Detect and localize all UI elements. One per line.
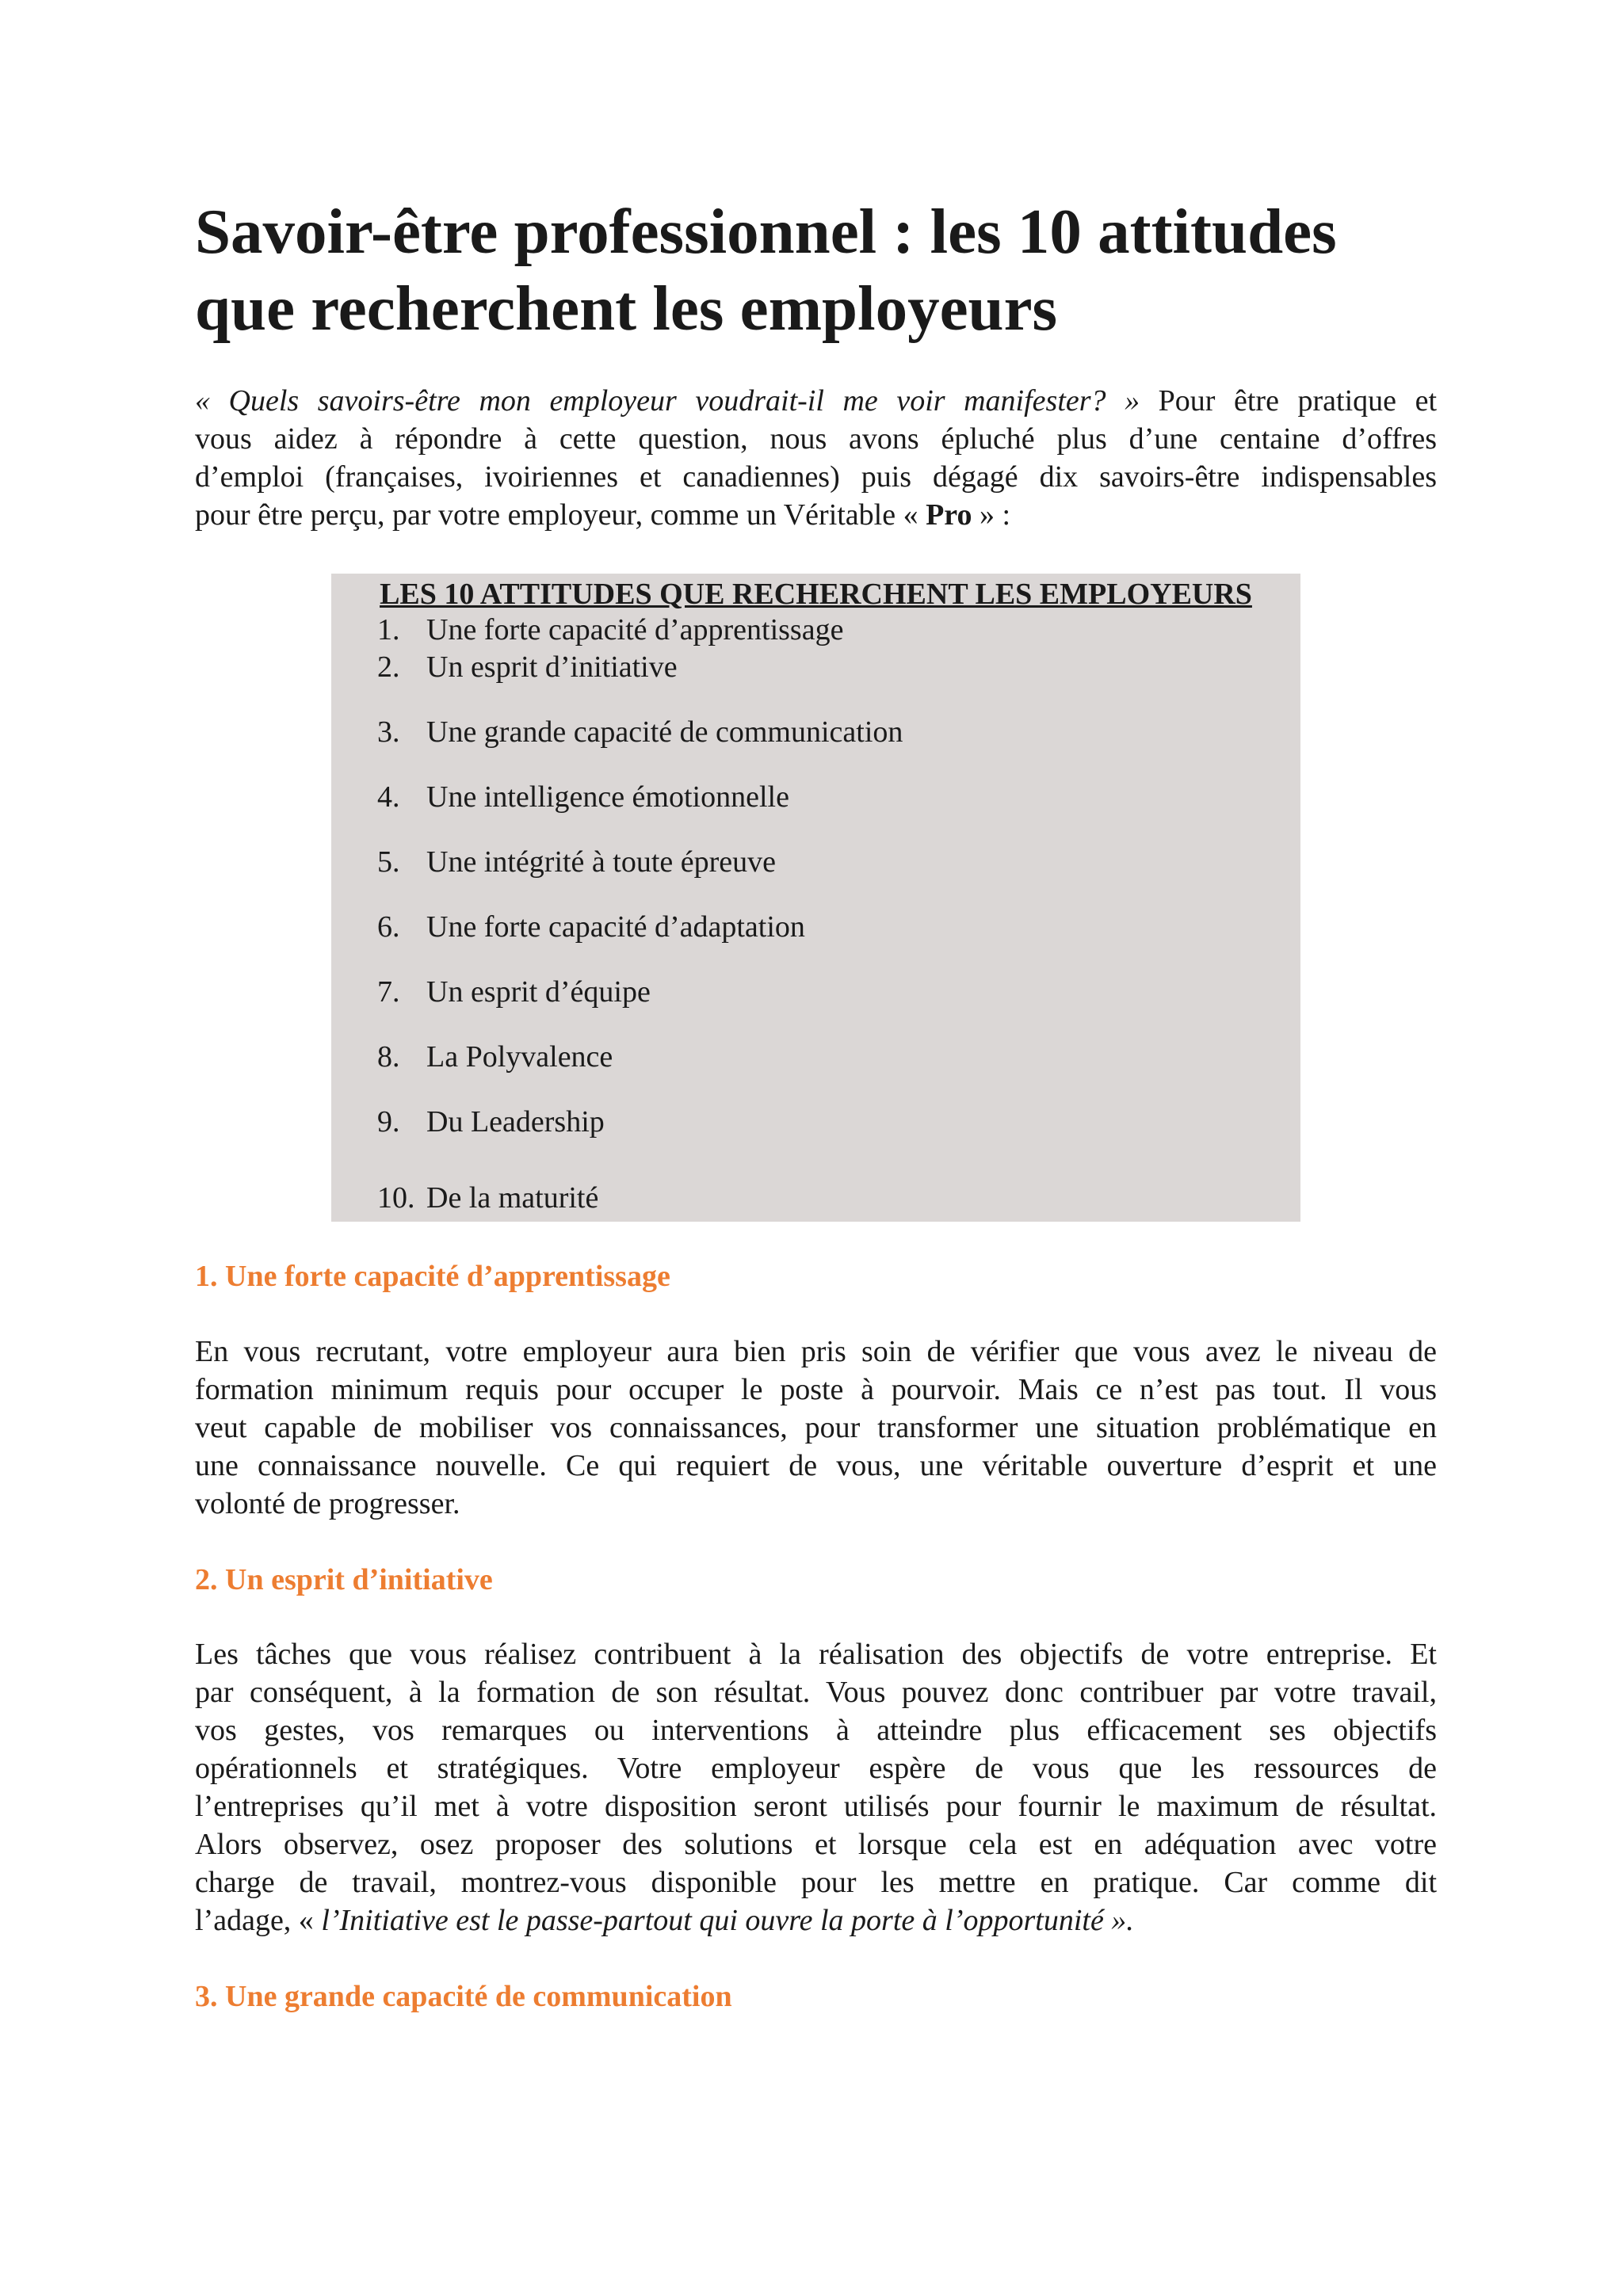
attitudes-summary-box bbox=[331, 574, 1300, 1222]
intro-line-4-pre: pour être perçu, par votre employeur, comme un Véritable « bbox=[195, 498, 926, 532]
list-item: 7. Un esprit d’équipe bbox=[377, 975, 651, 1009]
list-item: 1. Une forte capacité d’apprentissage bbox=[377, 613, 844, 646]
paragraph-line: volonté de progresser. bbox=[195, 1487, 460, 1520]
list-item: 4. Une intelligence émotionnelle bbox=[377, 780, 789, 814]
paragraph-line: une connaissance nouvelle. Ce qui requiert de vous, une véritable ouverture d’esprit et une bbox=[195, 1449, 1437, 1482]
title-line-2: que recherchent les employeurs bbox=[195, 273, 1058, 344]
paragraph-line: En vous recrutant, votre employeur aura bien pris soin de vérifier que vous avez le niveau de bbox=[195, 1335, 1437, 1368]
adage-quote: l’Initiative est le passe-partout qui ouvre la porte à l’opportunité ». bbox=[321, 1904, 1134, 1937]
intro-pro-bold: Pro bbox=[926, 498, 972, 532]
list-item: 6. Une forte capacité d’adaptation bbox=[377, 910, 805, 944]
intro-line-4-post: » : bbox=[972, 498, 1011, 532]
list-item: 2. Un esprit d’initiative bbox=[377, 650, 678, 684]
list-item: 8. La Polyvalence bbox=[377, 1040, 613, 1074]
paragraph-line: veut capable de mobiliser vos connaissances, pour transformer une situation problématique en bbox=[195, 1411, 1437, 1444]
intro-line-1-rest: Pour être pratique et bbox=[1140, 384, 1437, 418]
attitudes-box-title: LES 10 ATTITUDES QUE RECHERCHENT LES EMPLOYEURS bbox=[380, 578, 1252, 611]
section-2-heading: 2. Un esprit d’initiative bbox=[195, 1563, 493, 1596]
intro-line-3: d’emploi (françaises, ivoiriennes et canadiennes) puis dégagé dix savoirs-être indispensables bbox=[195, 460, 1437, 494]
section-1-paragraph bbox=[195, 1333, 1437, 1523]
paragraph-line: l’entreprises qu’il met à votre disposition seront utilisés pour fournir le maximum de résultat. bbox=[195, 1790, 1437, 1823]
list-item: 3. Une grande capacité de communication bbox=[377, 715, 903, 749]
paragraph-line: Alors observez, osez proposer des solutions et lorsque cela est en adéquation avec votre bbox=[195, 1828, 1437, 1861]
paragraph-line: par conséquent, à la formation de son résultat. Vous pouvez donc contribuer par votre travail, bbox=[195, 1676, 1437, 1709]
paragraph-line: vos gestes, vos remarques ou interventions à atteindre plus efficacement ses objectifs bbox=[195, 1714, 1437, 1747]
paragraph-line: formation minimum requis pour occuper le poste à pourvoir. Mais ce n’est pas tout. Il vous bbox=[195, 1373, 1437, 1406]
section-3-heading: 3. Une grande capacité de communication bbox=[195, 1980, 732, 2013]
intro-paragraph bbox=[195, 382, 1437, 534]
list-item: 9. Du Leadership bbox=[377, 1105, 605, 1138]
section-2-paragraph bbox=[195, 1635, 1437, 1939]
paragraph-line: opérationnels et stratégiques. Votre employeur espère de vous que les ressources de bbox=[195, 1752, 1437, 1785]
adage-intro: l’adage, « bbox=[195, 1904, 322, 1937]
list-item: 10. De la maturité bbox=[377, 1181, 599, 1215]
title-line-1: Savoir-être professionnel : les 10 attitudes bbox=[195, 196, 1337, 267]
intro-line-2: vous aidez à répondre à cette question, nous avons épluché plus d’une centaine d’offres bbox=[195, 422, 1437, 456]
page-title bbox=[195, 193, 1437, 347]
paragraph-line: Les tâches que vous réalisez contribuent à la réalisation des objectifs de votre entreprise. Et bbox=[195, 1638, 1437, 1671]
list-item: 5. Une intégrité à toute épreuve bbox=[377, 845, 777, 879]
intro-question: « Quels savoirs-être mon employeur voudrait-il me voir manifester? » bbox=[195, 384, 1140, 418]
paragraph-line: charge de travail, montrez-vous disponible pour les mettre en pratique. Car comme dit bbox=[195, 1866, 1437, 1899]
section-1-heading: 1. Une forte capacité d’apprentissage bbox=[195, 1260, 670, 1293]
